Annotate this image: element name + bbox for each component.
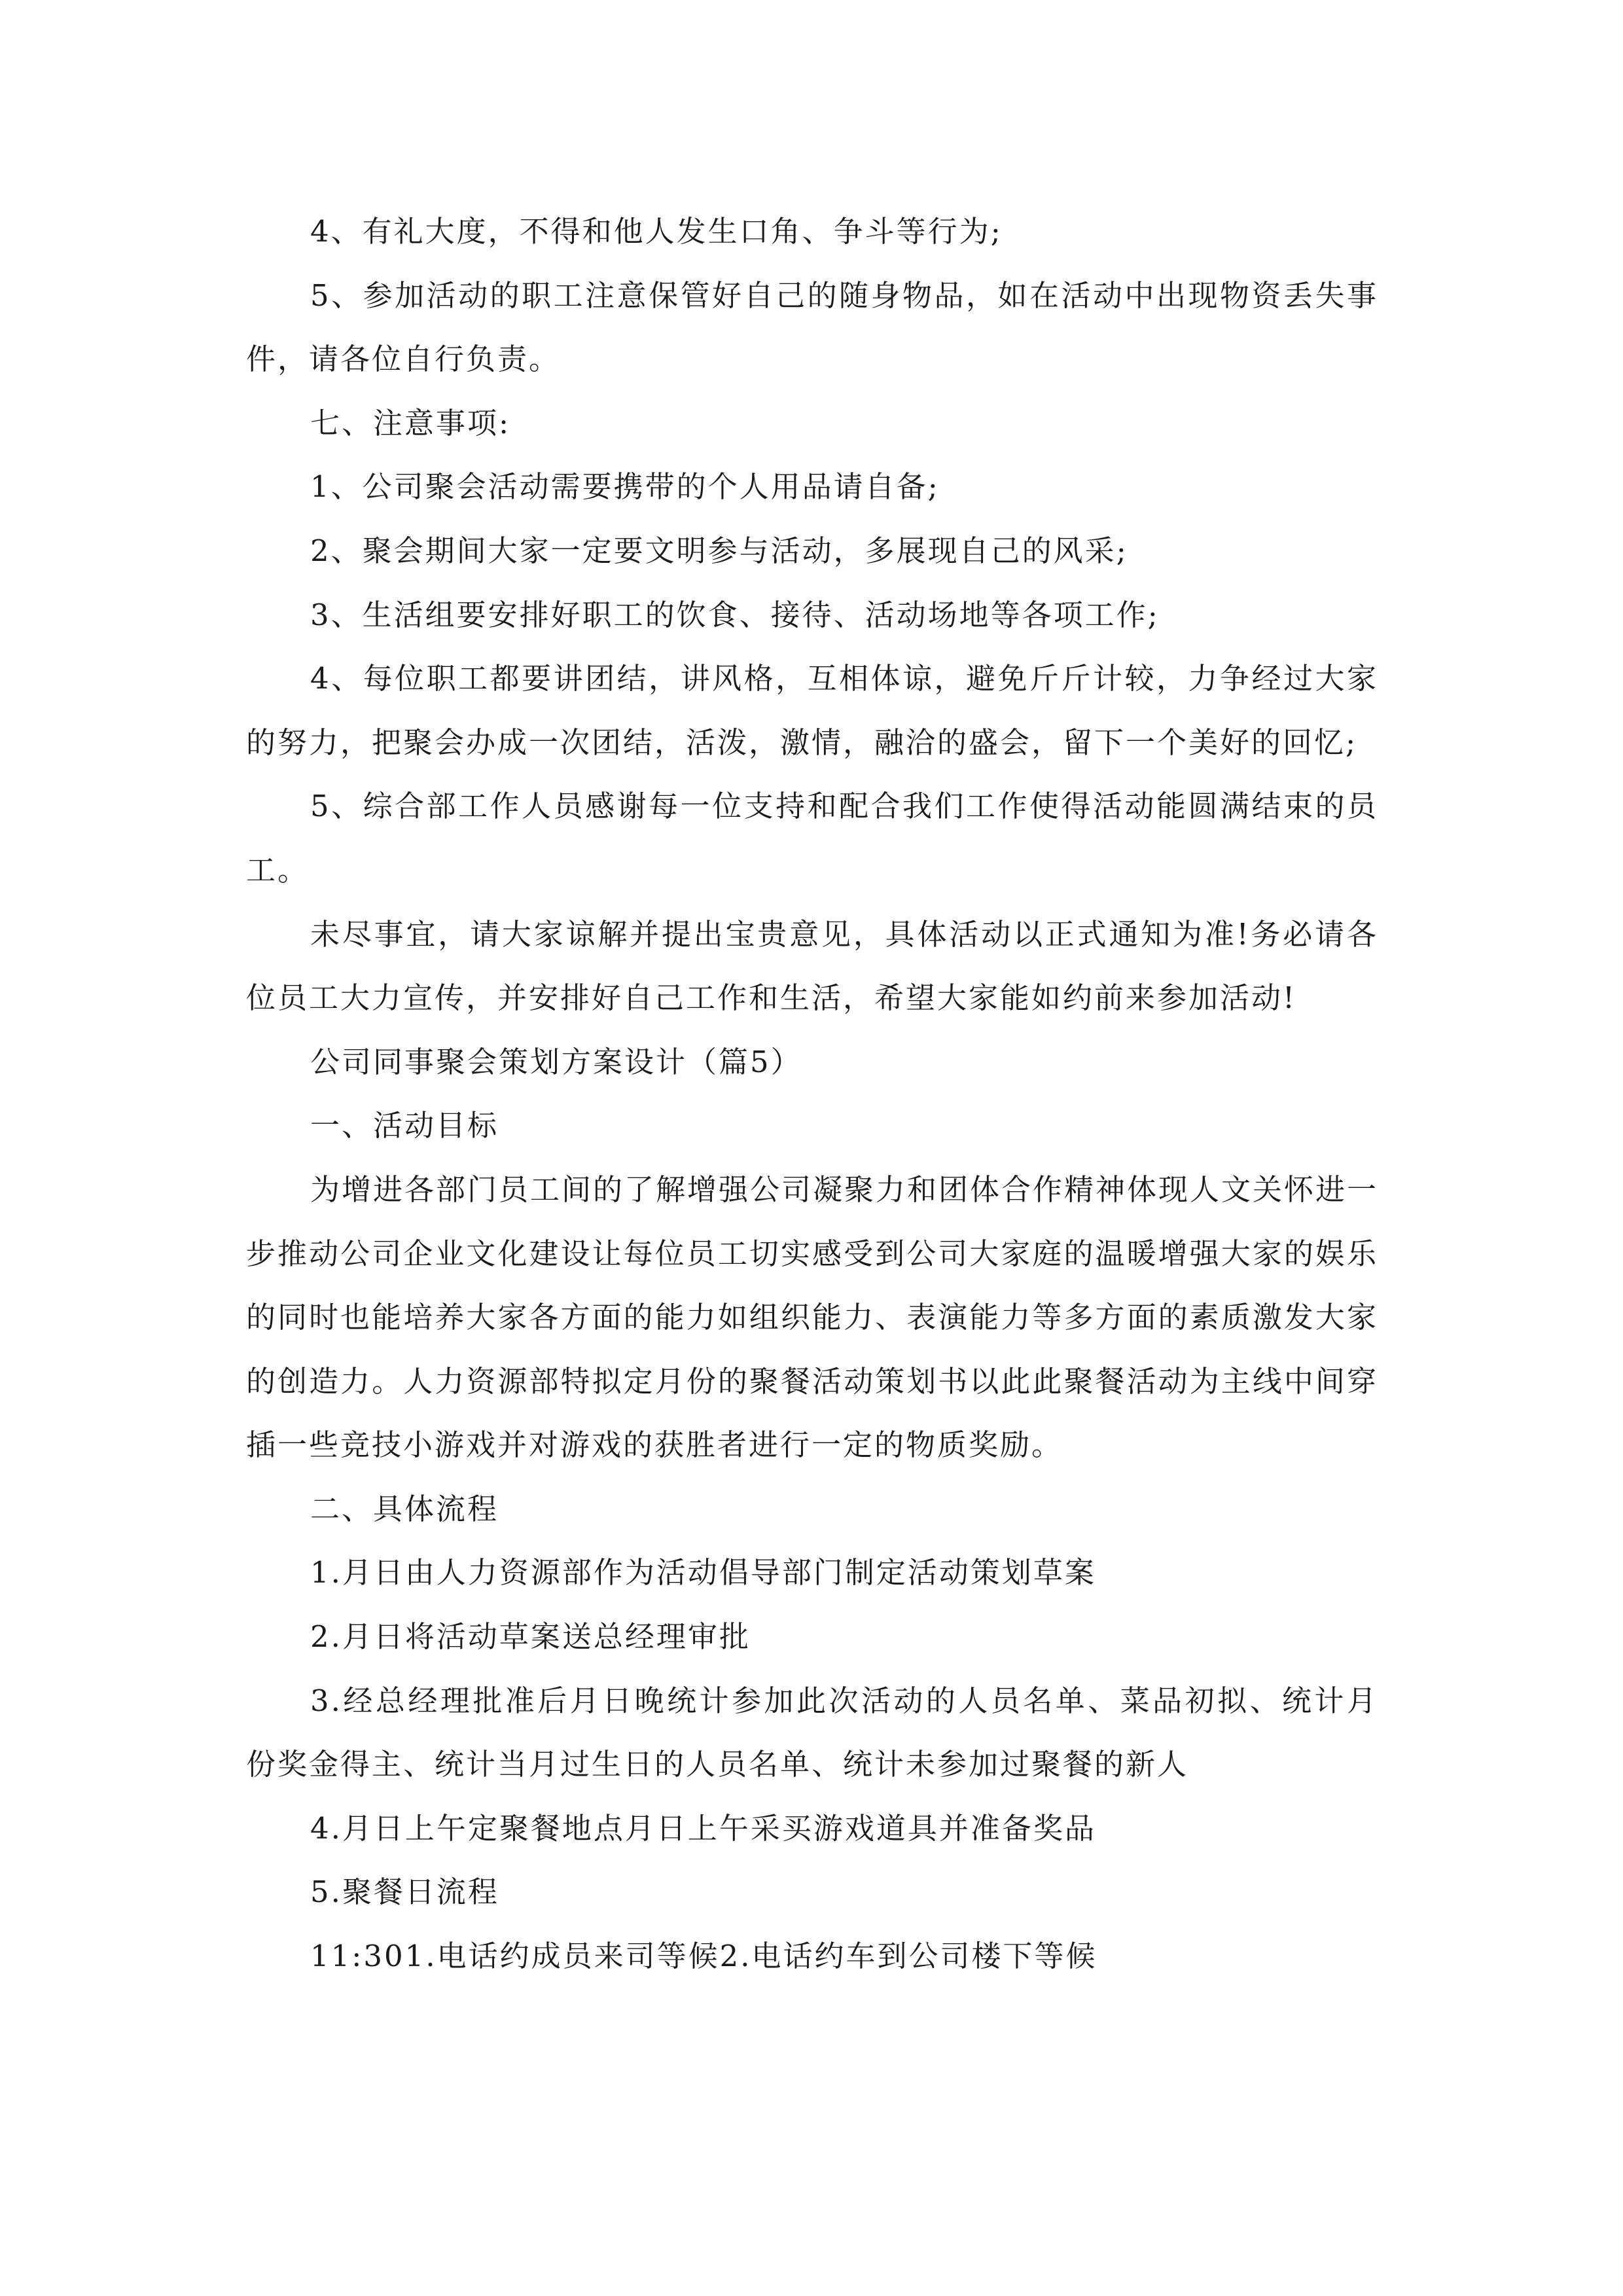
document-body	[246, 200, 1378, 1988]
paragraph: 4、每位职工都要讲团结，讲风格，互相体谅，避免斤斤计较，力争经过大家的努力，把聚会办成一次团结，活泼，激情，融洽的盛会，留下一个美好的回忆;	[246, 661, 1378, 760]
paragraph: 4、有礼大度，不得和他人发生口角、争斗等行为;	[310, 214, 1003, 249]
section-heading: 七、注意事项:	[310, 405, 511, 440]
section-heading: 二、具体流程	[310, 1491, 499, 1526]
list-item: 5.聚餐日流程	[310, 1874, 499, 1910]
list-item: 2.月日将活动草案送总经理审批	[310, 1619, 751, 1655]
paragraph: 5、综合部工作人员感谢每一位支持和配合我们工作使得活动能圆满结束的员工。	[246, 789, 1378, 888]
schedule-line: 11:301.电话约成员来司等候2.电话约车到公司楼下等候	[310, 1939, 1097, 1974]
paragraph: 3、生活组要安排好职工的饮食、接待、活动场地等各项工作;	[310, 597, 1160, 632]
document-title: 公司同事聚会策划方案设计（篇5）	[310, 1044, 802, 1079]
paragraph: 未尽事宜，请大家谅解并提出宝贵意见，具体活动以正式通知为准!务必请各位员工大力宣传，并安排好自己工作和生活，希望大家能如约前来参加活动!	[246, 916, 1378, 1016]
paragraph: 2、聚会期间大家一定要文明参与活动，多展现自己的风采;	[310, 533, 1128, 568]
list-item: 4.月日上午定聚餐地点月日上午采买游戏道具并准备奖品	[310, 1810, 1096, 1846]
list-item: 3.经总经理批准后月日晚统计参加此次活动的人员名单、菜品初拟、统计月份奖金得主、统计当月过生日的人员名单、统计未参加过聚餐的新人	[246, 1683, 1378, 1782]
paragraph: 为增进各部门员工间的了解增强公司凝聚力和团体合作精神体现人文关怀进一步推动公司企业文化建设让每位员工切实感受到公司大家庭的温暖增强大家的娱乐的同时也能培养大家各方面的能力如组织能力、表演能力等多方面的素质激发大家的创造力。人力资源部特拟定月份的聚餐活动策划书以此此聚餐活动为主线中间穿插一些竞技小游戏并对游戏的获胜者进行一定的物质奖励。	[246, 1172, 1379, 1463]
list-item: 1.月日由人力资源部作为活动倡导部门制定活动策划草案	[310, 1555, 1096, 1590]
paragraph: 5、参加活动的职工注意保管好自己的随身物品，如在活动中出现物资丢失事件，请各位自行负责。	[246, 278, 1378, 377]
section-heading: 一、活动目标	[310, 1108, 499, 1143]
paragraph: 1、公司聚会活动需要携带的个人用品请自备;	[310, 469, 940, 505]
